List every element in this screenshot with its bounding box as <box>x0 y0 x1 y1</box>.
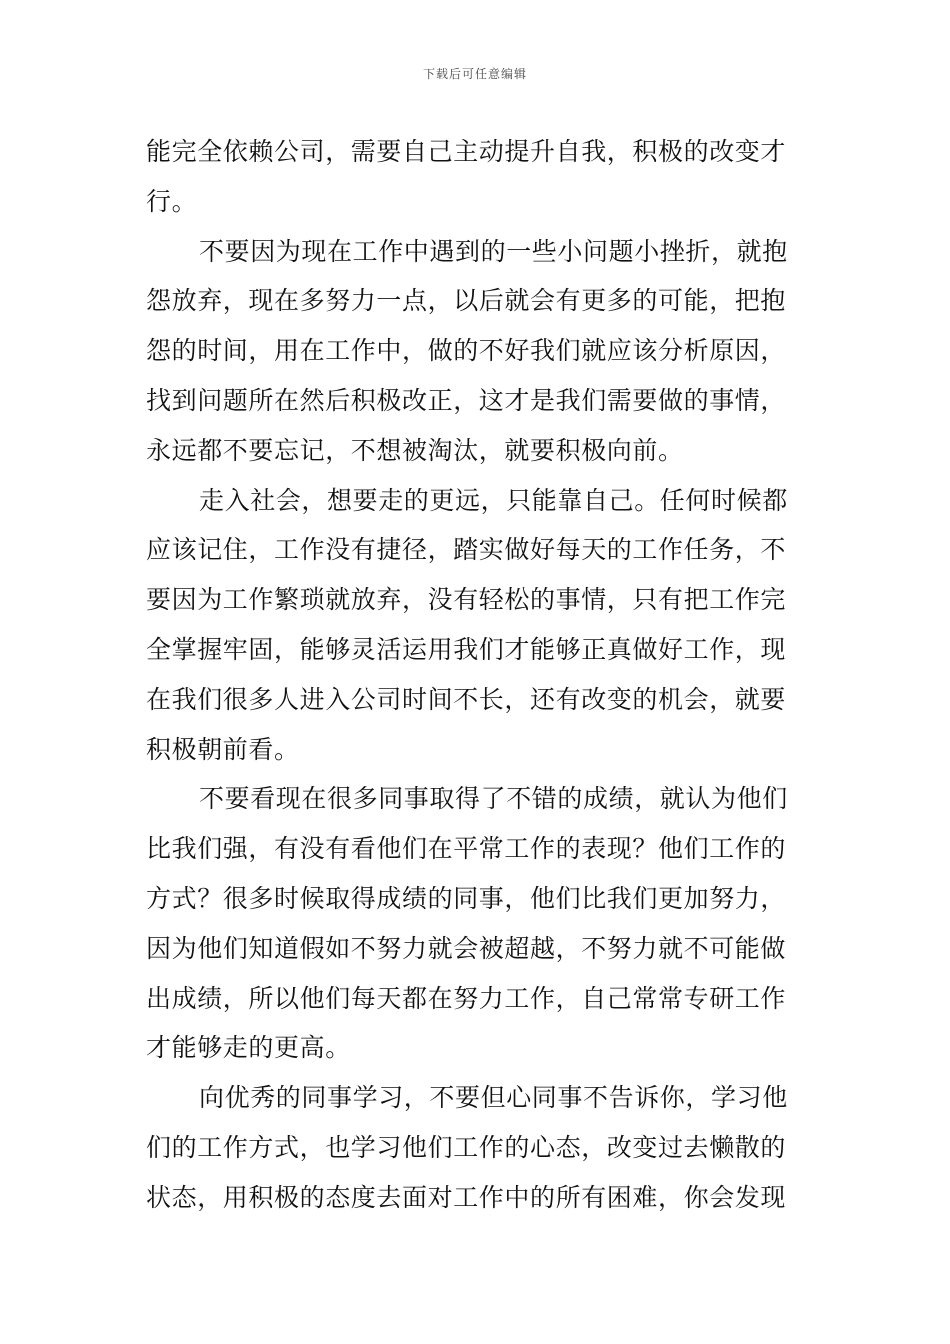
text-line: 找到问题所在然后积极改正，这才是我们需要做的事情， <box>146 385 787 415</box>
text-line: 才能够走的更高。 <box>146 1033 351 1063</box>
text-line: 应该记住，工作没有捷径，踏实做好每天的工作任务，不 <box>146 535 787 565</box>
text-line: 能完全依赖公司，需要自己主动提升自我，积极的改变才 <box>146 137 787 166</box>
paragraph-first-line: 走入社会，想要走的更远，只能靠自己。任何时候都 <box>199 485 788 515</box>
text-line: 在我们很多人进入公司时间不长，还有改变的机会，就要 <box>146 684 787 714</box>
text-line: 们的工作方式，也学习他们工作的心态，改变过去懒散的 <box>146 1132 787 1162</box>
text-line: 比我们强，有没有看他们在平常工作的表现？他们工作的 <box>146 834 787 864</box>
text-line: 行。 <box>146 186 198 216</box>
paragraph-first-line: 不要看现在很多同事取得了不错的成绩，就认为他们 <box>199 784 788 814</box>
text-line: 状态，用积极的态度去面对工作中的所有困难，你会发现 <box>146 1182 787 1212</box>
text-line: 永远都不要忘记，不想被淘汰，就要积极向前。 <box>146 435 684 465</box>
text-line: 要因为工作繁琐就放弃，没有轻松的事情，只有把工作完 <box>146 585 787 615</box>
text-line: 怨的时间，用在工作中，做的不好我们就应该分析原因， <box>146 336 787 366</box>
text-line: 方式？很多时候取得成绩的同事，他们比我们更加努力， <box>146 883 787 913</box>
paragraph-first-line: 向优秀的同事学习，不要但心同事不告诉你，学习他 <box>199 1083 788 1113</box>
page-header: 下载后可任意编辑 <box>422 67 527 81</box>
text-line: 全掌握牢固，能够灵活运用我们才能够正真做好工作，现 <box>146 634 787 664</box>
paragraph-first-line: 不要因为现在工作中遇到的一些小问题小挫折，就抱 <box>199 236 788 266</box>
document-body <box>146 127 808 1223</box>
text-line: 怨放弃，现在多努力一点，以后就会有更多的可能，把抱 <box>146 286 787 316</box>
text-line: 因为他们知道假如不努力就会被超越，不努力就不可能做 <box>146 933 787 963</box>
text-line: 出成绩，所以他们每天都在努力工作，自己常常专研工作 <box>146 983 787 1013</box>
text-line: 积极朝前看。 <box>146 734 300 764</box>
